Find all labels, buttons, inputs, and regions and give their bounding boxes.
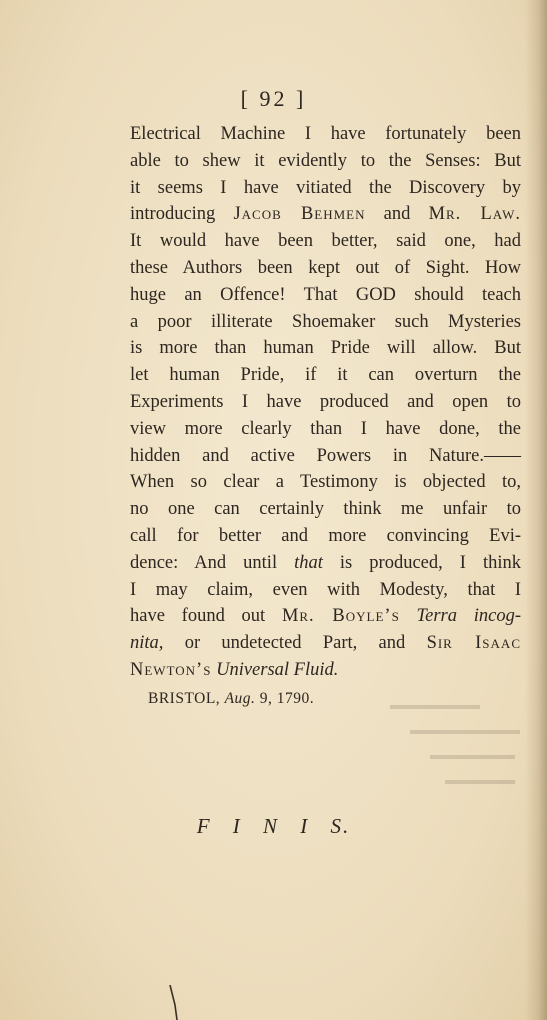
italic-run: Universal Fluid. [216, 659, 339, 680]
text-line [130, 201, 521, 228]
text-line: It would have been better, said one, had [130, 231, 521, 252]
text-line: Experiments I have produced and open to [130, 391, 521, 412]
text-run: have found out [130, 606, 282, 627]
text-line: I may claim, even with Modesty, that I [130, 579, 521, 600]
small-caps-run: Mr. Law. [428, 204, 522, 225]
text-line: it seems I have vitiated the Discovery by [130, 177, 521, 198]
text-line: When so clear a Testimony is objected to, [130, 472, 521, 493]
text-line: is more than human Pride will allow. But [130, 338, 521, 359]
dateline-day-year: 9, 1790. [259, 690, 315, 707]
page-edge-shadow [525, 0, 547, 1020]
italic-run: nita, [130, 633, 164, 654]
text-run [400, 606, 417, 626]
text-line [130, 550, 521, 577]
finis-heading: F I N I S. [196, 814, 351, 838]
text-line: able to shew it evidently to the Senses: But [130, 150, 521, 171]
text-line [130, 630, 521, 657]
page-number: [ 92 ] [240, 86, 307, 111]
text-line [130, 657, 521, 684]
text-line: hidden and active Powers in Nature.—— [130, 445, 521, 466]
text-line: no one can certainly think me unfair to [130, 499, 521, 520]
show-through-bleed [350, 700, 530, 810]
small-caps-run: Sir Isaac [426, 633, 521, 654]
text-line: these Authors been kept out of Sight. How [130, 257, 521, 278]
italic-run: that [294, 552, 323, 573]
text-line: let human Pride, if it can overturn the [130, 365, 521, 386]
dateline-place: BRISTOL, [148, 690, 221, 707]
italic-run: Terra incog- [416, 606, 521, 627]
dateline [148, 690, 314, 708]
text-run: and [365, 204, 429, 225]
text-line: huge an Offence! That GOD should teach [130, 284, 521, 305]
body-text [130, 121, 521, 684]
small-caps-run: Newton’s [130, 659, 212, 680]
text-run: or undetected Part, and [163, 633, 427, 654]
text-run: dence: And until [130, 552, 295, 573]
text-line: Electrical Machine I have fortunately been [130, 124, 521, 144]
dateline-month: Aug. [224, 690, 256, 707]
text-run: introducing [130, 204, 234, 225]
text-line: call for better and more convincing Evi- [130, 525, 521, 546]
small-caps-run: Mr. Boyle’s [281, 606, 400, 627]
small-caps-run: Jacob Behmen [233, 204, 366, 225]
text-line: view more clearly than I have done, the [130, 418, 521, 439]
text-line [130, 603, 521, 630]
text-line: a poor illiterate Shoemaker such Mysteries [130, 311, 521, 332]
text-run: is produced, I think [322, 552, 521, 573]
ink-mark [168, 985, 182, 1020]
